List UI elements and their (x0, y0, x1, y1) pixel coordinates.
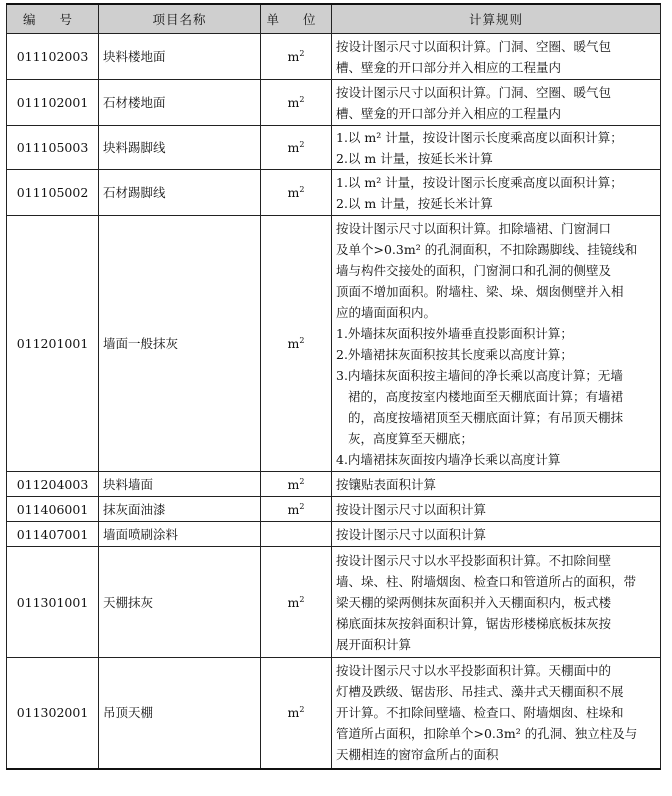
item-unit (261, 80, 332, 126)
calculation-rule (332, 80, 661, 126)
table-body (7, 34, 661, 769)
rule-line: 墙、垛、柱、附墙烟囱、检查口和管道所占的面积，带 (336, 573, 637, 589)
item-name: 石材踢脚线 (99, 170, 261, 216)
header-unit: 单 位 (261, 4, 332, 34)
unit-exponent: 2 (299, 139, 305, 149)
table-row (7, 522, 661, 547)
calculation-rule (332, 472, 661, 497)
item-name: 抹灰面油漆 (99, 497, 261, 522)
unit-symbol: m (287, 185, 300, 200)
item-code: 011105003 (7, 126, 99, 170)
rule-line: 管道所占面积，扣除单个>0.3m² 的孔洞、独立柱及与 (336, 726, 638, 742)
rule-line: 槽、壁龛的开口部分并入相应的工程量内 (336, 59, 562, 75)
header-rule: 计算规则 (332, 4, 661, 34)
table-row (7, 547, 661, 658)
rule-line: 2.以 m 计量，按延长米计算 (336, 195, 493, 211)
item-code: 011105002 (7, 170, 99, 216)
rule-line: 展开面积计算 (336, 636, 412, 652)
rule-line: 灰，高度算至天棚底； (348, 430, 474, 446)
calculation-rule (332, 216, 661, 472)
calculation-rule (332, 126, 661, 170)
item-unit (261, 522, 332, 547)
rule-line: 1.以 m² 计量，按设计图示长度乘高度以面积计算； (336, 174, 623, 190)
unit-symbol: m (287, 705, 300, 721)
calculation-rule (332, 497, 661, 522)
item-name: 块料墙面 (99, 472, 261, 497)
table-row (7, 472, 661, 497)
rule-line: 槽、壁龛的开口部分并入相应的工程量内 (336, 105, 562, 121)
unit-exponent: 2 (299, 476, 305, 486)
unit-symbol: m (287, 501, 300, 517)
table-row (7, 80, 661, 126)
item-code: 011204003 (7, 472, 99, 497)
rule-line: 的，高度按墙裙顶至天棚底面计算；有吊顶天棚抹 (348, 409, 624, 425)
rule-line: 按设计图示尺寸以面积计算。门洞、空圈、暖气包 (336, 38, 612, 54)
table-row (7, 216, 661, 472)
unit-symbol: m (287, 476, 300, 492)
item-unit (261, 216, 332, 472)
item-name: 墙面喷刷涂料 (99, 522, 261, 547)
rule-line: 应的墙面面积内。 (336, 304, 437, 320)
rule-line: 2.以 m 计量，按延长米计算 (336, 150, 493, 166)
unit-exponent: 2 (299, 184, 305, 194)
rule-line: 灯槽及跌级、锯齿形、吊挂式、藻井式天棚面积不展 (336, 684, 624, 700)
item-code: 011301001 (7, 547, 99, 658)
rule-line: 1.外墙抹灰面积按外墙垂直投影面积计算； (336, 325, 573, 341)
unit-exponent: 2 (299, 94, 305, 104)
rule-line: 梯底面抹灰按斜面积计算，锯齿形楼梯底板抹灰按 (336, 615, 612, 631)
rule-line: 按设计图示尺寸以面积计算。扣除墙裙、门窗洞口 (336, 220, 612, 236)
unit-symbol: m (287, 95, 300, 110)
rule-line: 开计算。不扣除间壁墙、检查口、附墙烟囱、柱垛和 (336, 705, 624, 721)
unit-exponent: 2 (299, 705, 305, 715)
rule-line: 及单个>0.3m² 的孔洞面积，不扣除踢脚线、挂镜线和 (336, 241, 638, 257)
rule-line: 按设计图示尺寸以面积计算 (336, 526, 487, 542)
item-unit (261, 34, 332, 80)
rule-line: 天棚相连的窗帘盒所占的面积 (336, 747, 499, 763)
rule-line: 墙与构件交接处的面积，门窗洞口和孔洞的侧壁及 (336, 262, 612, 278)
item-unit (261, 472, 332, 497)
table-row (7, 658, 661, 769)
unit-symbol: m (287, 336, 300, 351)
table-row (7, 170, 661, 216)
item-code: 011201001 (7, 216, 99, 472)
table-row (7, 34, 661, 80)
calculation-rule (332, 547, 661, 658)
header-name: 项目名称 (99, 4, 261, 34)
quantity-rules-table (6, 3, 661, 770)
rule-line: 顶面不增加面积。附墙柱、梁、垛、烟囱侧壁并入相 (336, 283, 624, 299)
unit-exponent: 2 (299, 501, 305, 511)
item-name: 天棚抹灰 (99, 547, 261, 658)
rule-line: 按设计图示尺寸以水平投影面积计算。天棚面中的 (336, 663, 612, 679)
item-unit (261, 170, 332, 216)
item-code: 011407001 (7, 522, 99, 547)
table-row (7, 497, 661, 522)
header-code: 编 号 (7, 4, 99, 34)
rule-line: 梁天棚的梁两侧抹灰面积并入天棚面积内，板式楼 (336, 594, 612, 610)
item-code: 011302001 (7, 658, 99, 769)
unit-exponent: 2 (299, 48, 305, 58)
rule-line: 按镶贴表面积计算 (336, 476, 437, 492)
unit-symbol: m (287, 594, 300, 610)
rule-line: 按设计图示尺寸以面积计算 (336, 501, 487, 517)
calculation-rule (332, 170, 661, 216)
item-code: 011406001 (7, 497, 99, 522)
rule-line: 按设计图示尺寸以面积计算。门洞、空圈、暖气包 (336, 84, 612, 100)
rule-line: 2.外墙裙抹灰面积按其长度乘以高度计算； (336, 346, 573, 362)
calculation-rule (332, 658, 661, 769)
unit-exponent: 2 (299, 335, 305, 345)
item-name: 墙面一般抹灰 (99, 216, 261, 472)
calculation-rule (332, 34, 661, 80)
calculation-rule (332, 522, 661, 547)
unit-symbol: m (287, 140, 300, 155)
item-name: 石材楼地面 (99, 80, 261, 126)
item-unit (261, 126, 332, 170)
rule-line: 裙的，高度按室内楼地面至天棚底面计算；有墙裙 (348, 388, 624, 404)
rule-line: 4.内墙裙抹灰面按内墙净长乘以高度计算 (336, 451, 561, 467)
unit-symbol: m (287, 49, 300, 64)
rule-line: 1.以 m² 计量，按设计图示长度乘高度以面积计算； (336, 129, 623, 145)
rule-line: 按设计图示尺寸以水平投影面积计算。不扣除间壁 (336, 552, 612, 568)
item-code: 011102001 (7, 80, 99, 126)
table-header-row (7, 4, 661, 34)
item-name: 吊顶天棚 (99, 658, 261, 769)
item-unit (261, 658, 332, 769)
item-name: 块料踢脚线 (99, 126, 261, 170)
unit-exponent: 2 (299, 594, 305, 604)
item-name: 块料楼地面 (99, 34, 261, 80)
item-unit (261, 547, 332, 658)
item-code: 011102003 (7, 34, 99, 80)
table-row (7, 126, 661, 170)
item-unit (261, 497, 332, 522)
rule-line: 3.内墙抹灰面积按主墙间的净长乘以高度计算；无墙 (336, 367, 623, 383)
